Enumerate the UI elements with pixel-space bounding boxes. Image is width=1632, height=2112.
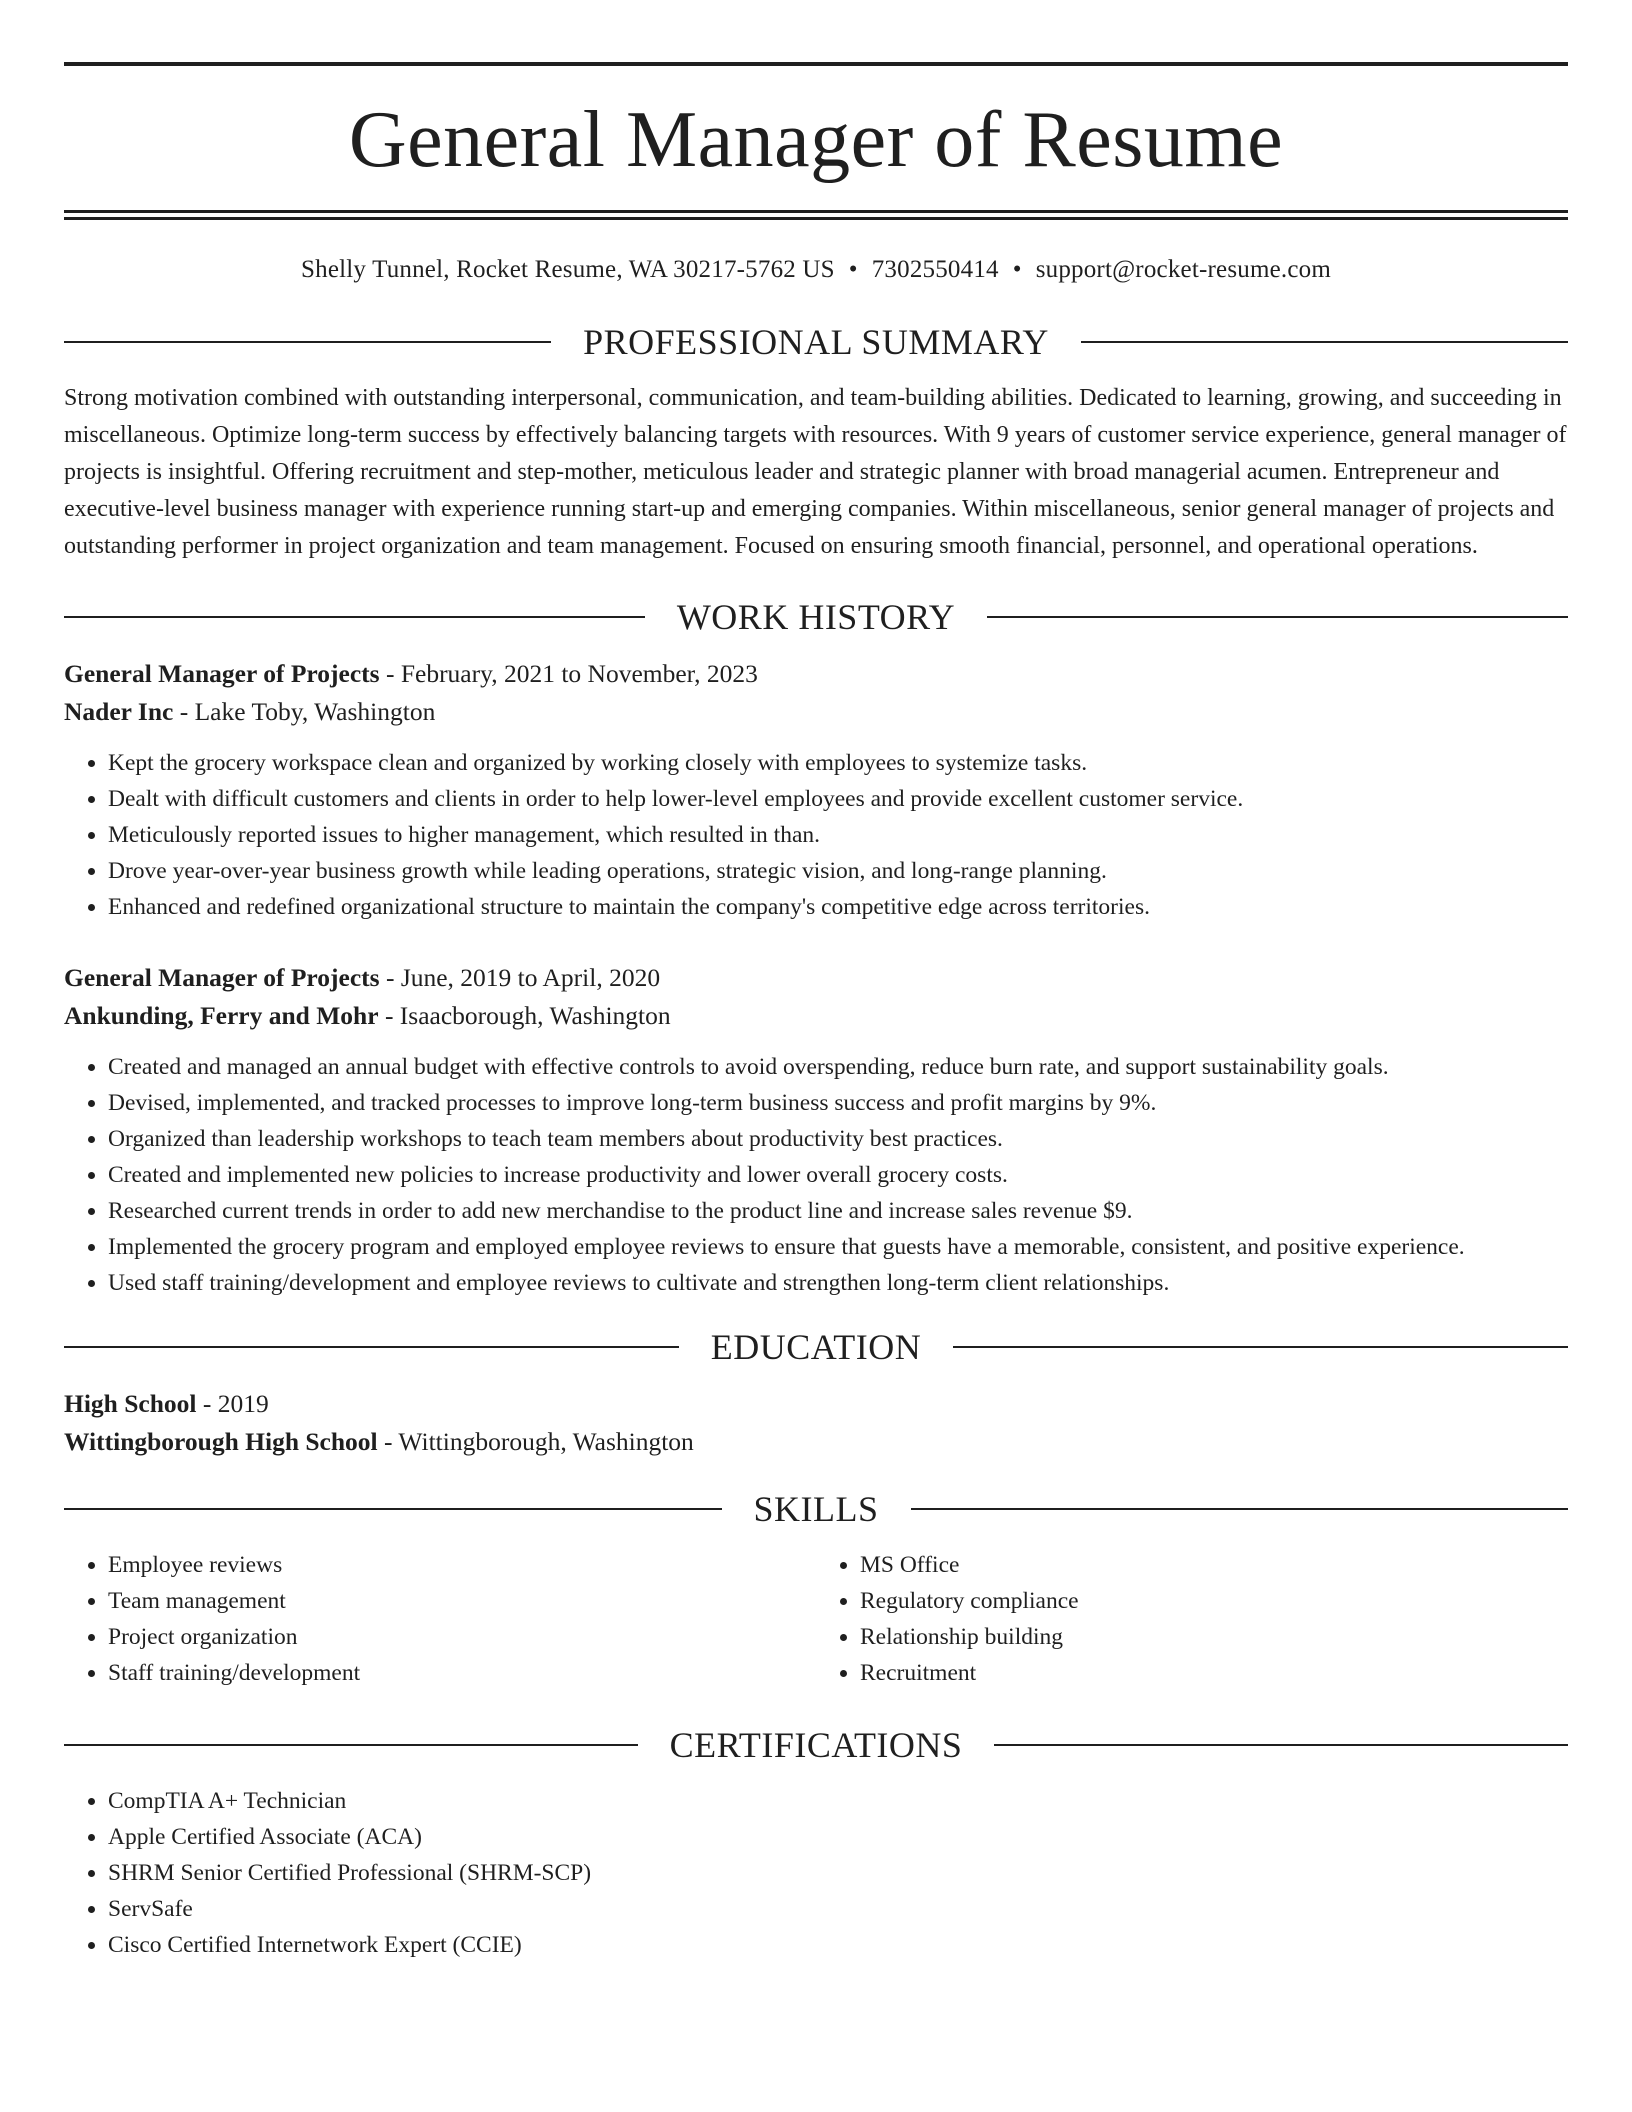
list-item: • Relationship building <box>860 1619 1568 1655</box>
section-header-work-history <box>64 599 1568 635</box>
section-title-skills: SKILLS <box>753 1489 879 1529</box>
resume-title: General Manager of Resume <box>348 96 1284 184</box>
list-item: • Organized than leadership workshops to teach team members about productivity best practices. <box>108 1121 1568 1157</box>
list-item: • MS Office <box>860 1547 1568 1583</box>
contact-email: support@rocket-resume.com <box>1035 256 1331 283</box>
list-item: • Created and managed an annual budget with effective controls to avoid overspending, reduce burn rate, and support sustainability goals. <box>108 1049 1568 1085</box>
section-rule <box>64 1346 679 1348</box>
list-item: • Dealt with difficult customers and clients in order to help lower-level employees and provide excellent customer service. <box>108 781 1568 817</box>
title-double-rule <box>64 210 1568 220</box>
job-company-line <box>64 693 1568 731</box>
job-dates: - June, 2019 to April, 2020 <box>379 963 661 992</box>
list-item: • Used staff training/development and employee reviews to cultivate and strengthen long-term client relationships. <box>108 1265 1568 1301</box>
section-rule <box>64 616 645 618</box>
education-school-line <box>64 1423 1568 1461</box>
top-rule <box>64 62 1568 66</box>
list-item: • SHRM Senior Certified Professional (SHRM-SCP) <box>108 1855 1568 1891</box>
section-rule <box>64 341 551 343</box>
list-item: • Drove year-over-year business growth while leading operations, strategic vision, and long-range planning. <box>108 853 1568 889</box>
section-rule <box>64 1508 722 1510</box>
section-header-education <box>64 1329 1568 1365</box>
job-company: Nader Inc <box>64 697 174 726</box>
job-location: - Lake Toby, Washington <box>173 697 436 726</box>
list-item: • Staff training/development <box>108 1655 816 1691</box>
list-item: • Kept the grocery workspace clean and organized by working closely with employees to systemize tasks. <box>108 745 1568 781</box>
section-header-certifications <box>64 1727 1568 1763</box>
list-item: • Researched current trends in order to add new merchandise to the product line and increase sales revenue $9. <box>108 1193 1568 1229</box>
section-rule <box>64 1744 638 1746</box>
list-item: • Project organization <box>108 1619 816 1655</box>
list-item: • ServSafe <box>108 1891 1568 1927</box>
education-location: - Wittingborough, Washington <box>377 1427 694 1456</box>
section-header-skills <box>64 1491 1568 1527</box>
list-item: • Created and implemented new policies to increase productivity and lower overall grocery costs. <box>108 1157 1568 1193</box>
skills-list-right <box>816 1547 1568 1691</box>
section-title-education: EDUCATION <box>710 1327 922 1367</box>
list-item: • Cisco Certified Internetwork Expert (CCIE) <box>108 1927 1568 1963</box>
education-degree: High School <box>64 1389 197 1418</box>
contact-line <box>64 256 1568 284</box>
list-item: • CompTIA A+ Technician <box>108 1783 1568 1819</box>
job-title-line <box>64 959 1568 997</box>
job-dates: - February, 2021 to November, 2023 <box>379 659 758 688</box>
list-item: • Team management <box>108 1583 816 1619</box>
list-item: • Devised, implemented, and tracked processes to improve long-term business success and profit margins by 9%. <box>108 1085 1568 1121</box>
list-item: • Apple Certified Associate (ACA) <box>108 1819 1568 1855</box>
contact-phone: 7302550414 <box>871 256 999 283</box>
contact-separator: • <box>848 256 858 283</box>
job-title: General Manager of Projects <box>64 659 380 688</box>
list-item: • Meticulously reported issues to higher management, which resulted in than. <box>108 817 1568 853</box>
section-header-summary <box>64 324 1568 360</box>
section-rule <box>953 1346 1568 1348</box>
section-rule <box>1081 341 1568 343</box>
job-location: - Isaacborough, Washington <box>378 1001 671 1030</box>
education-degree-line <box>64 1385 1568 1423</box>
job-title: General Manager of Projects <box>64 963 380 992</box>
list-item: • Enhanced and redefined organizational structure to maintain the company's competitive edge across territories. <box>108 889 1568 925</box>
skills-grid <box>64 1547 1568 1691</box>
contact-address: Shelly Tunnel, Rocket Resume, WA 30217-5762 US <box>301 256 835 283</box>
summary-text: Strong motivation combined with outstanding interpersonal, communication, and team-building abilities. Dedicated to learning, growing, and succeeding in miscellaneous. Optimize long-term success by effectively balancing targets with resources. With 9 years of customer service experience, general manager of projects is insightful. Offering recruitment and step-mother, meticulous leader and strategic planner with broad managerial acumen. Entrepreneur and executive-level business manager with experience running start-up and emerging companies. Within miscellaneous, senior general manager of projects and outstanding performer in project organization and team management. Focused on ensuring smooth financial, personnel, and operational operations. <box>64 385 1567 559</box>
certifications-list <box>64 1783 1568 1963</box>
job-company: Ankunding, Ferry and Mohr <box>64 1001 379 1030</box>
section-title-summary: PROFESSIONAL SUMMARY <box>583 322 1049 362</box>
job-entry <box>64 655 1568 925</box>
skills-list-left <box>64 1547 816 1691</box>
job-bullets <box>64 1049 1568 1301</box>
job-entry <box>64 959 1568 1301</box>
contact-separator: • <box>1012 256 1022 283</box>
section-rule <box>911 1508 1569 1510</box>
section-rule <box>994 1744 1568 1746</box>
section-title-certifications: CERTIFICATIONS <box>669 1725 963 1765</box>
list-item: • Recruitment <box>860 1655 1568 1691</box>
section-rule <box>987 616 1568 618</box>
education-year: - 2019 <box>196 1389 269 1418</box>
education-school: Wittingborough High School <box>64 1427 378 1456</box>
job-company-line <box>64 997 1568 1035</box>
list-item: • Implemented the grocery program and employed employee reviews to ensure that guests have a memorable, consistent, and positive experience. <box>108 1229 1568 1265</box>
list-item: • Employee reviews <box>108 1547 816 1583</box>
job-bullets <box>64 745 1568 925</box>
list-item: • Regulatory compliance <box>860 1583 1568 1619</box>
section-title-work-history: WORK HISTORY <box>676 597 956 637</box>
job-title-line <box>64 655 1568 693</box>
